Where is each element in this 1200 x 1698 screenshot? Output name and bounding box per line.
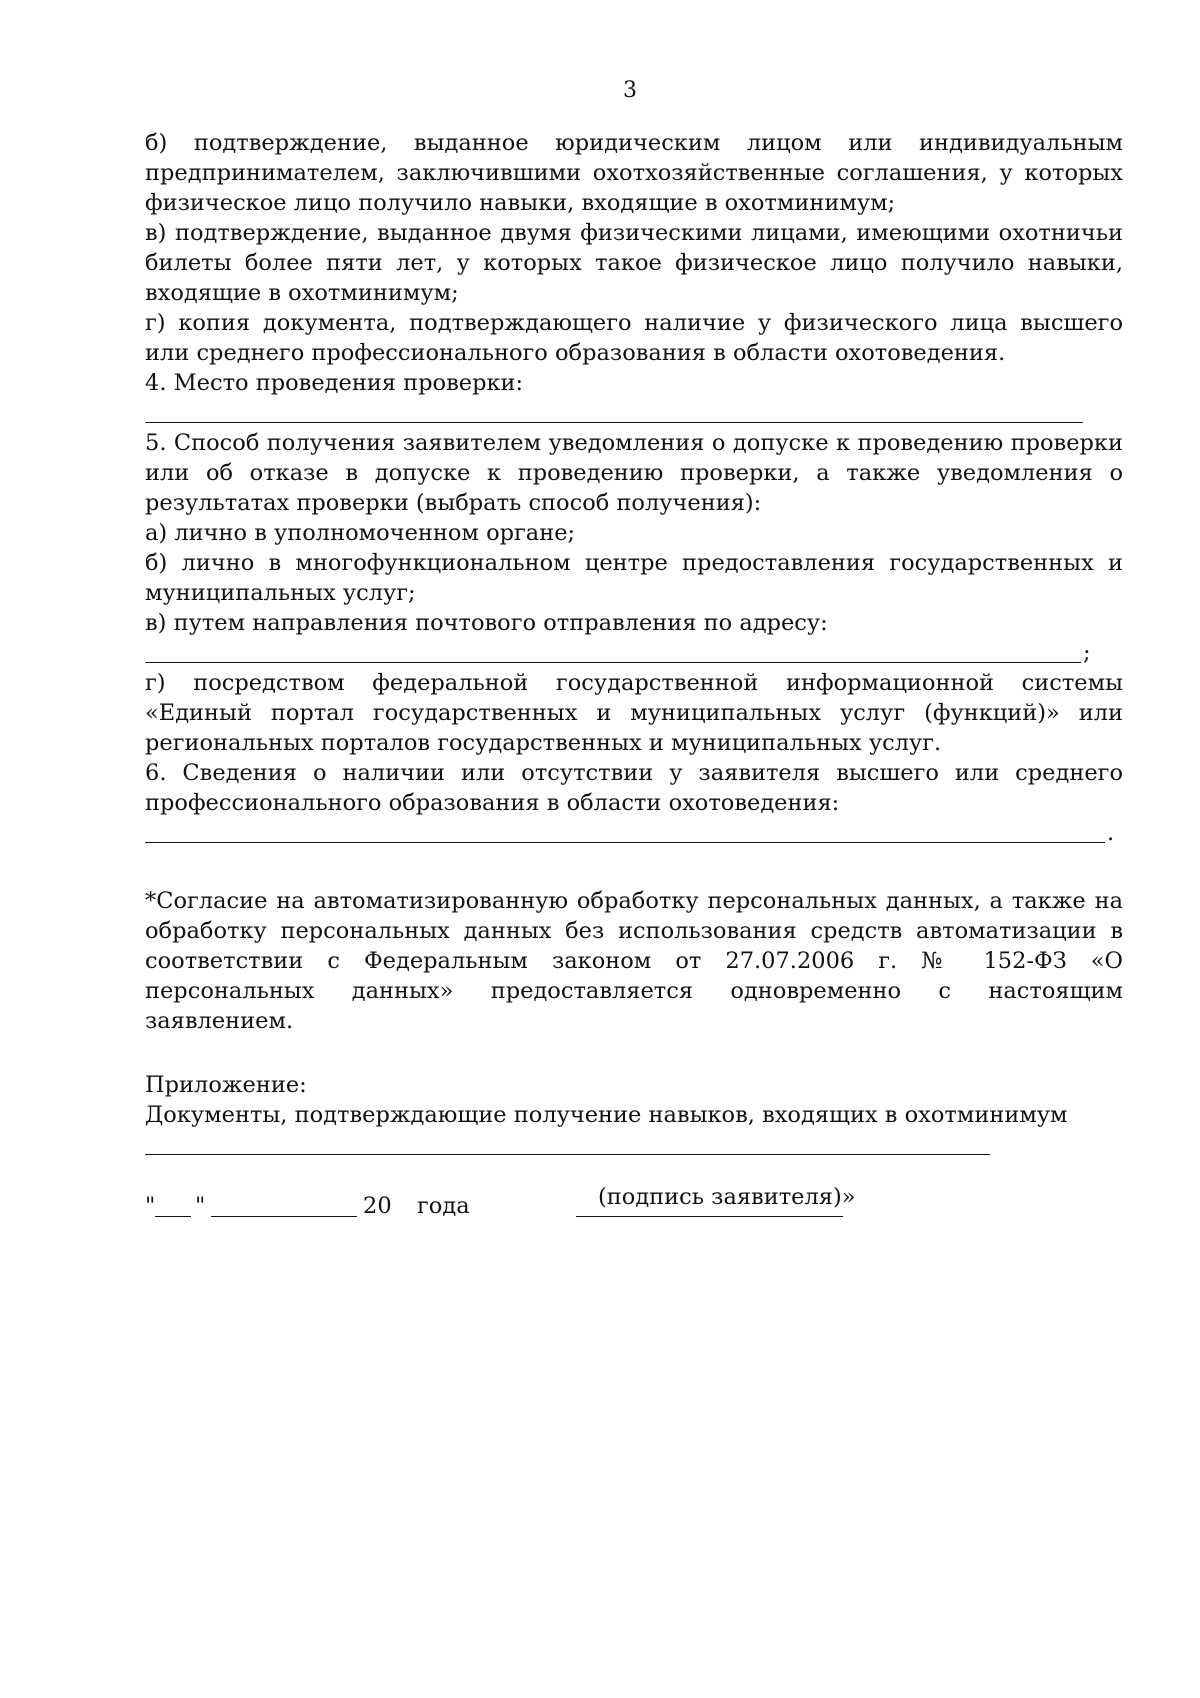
item-g-copy: г) копия документа, подтверждающего наличие у физического лица высшего или среднего профессионального образования в области охотоведения. [145,310,1123,366]
option-g: г) посредством федеральной государственной информационной системы «Единый портал государственных и муниципальных услуг (функций)» или региональных порталов государственных и муниципальных услуг. [145,670,1123,756]
signature-blank [576,1216,843,1217]
year-suffix: года [417,1193,470,1219]
month-blank [211,1216,357,1217]
postal-address-blank-field [145,638,1123,668]
section-6-blank-field [145,818,1123,848]
option-a: а) лично в уполномоченном органе; [145,520,576,546]
section-4-heading: 4. Место проведения проверки: [145,370,524,396]
option-v: в) путем направления почтового отправления по адресу: [145,610,828,636]
appendix-title: Приложение: [145,1072,307,1098]
consent-note: *Согласие на автоматизированную обработку персональных данных, а также на обработку персональных данных без использования средств автоматизации в соответствии с Федеральным законом от 27.07.2006 г. № 152-ФЗ «О персональных данных» предоставляется одновременно с настоящим заявлением. [145,888,1123,1034]
item-v-confirmation: в) подтверждение, выданное двумя физическими лицами, имеющими охотничьи билеты более пяти лет, у которых такое физическое лицо получило навыки, входящие в охотминимум; [145,220,1123,306]
year-prefix: 20 [363,1193,392,1219]
day-quote-open: " [145,1193,156,1219]
address-terminator: ; [1083,640,1091,666]
section-5-heading: 5. Способ получения заявителем уведомления о допуске к проведению проверки или об отказе в допуске к проведению проверки, а также уведомления о результатах проверки (выбрать способ получения): [145,430,1123,516]
appendix-description: Документы, подтверждающие получение навыков, входящих в охотминимум [145,1102,1068,1128]
section-4-blank-field [145,398,1123,428]
item-b-confirmation: б) подтверждение, выданное юридическим лицом или индивидуальным предпринимателем, заключившими охотхозяйственные соглашения, у которых физическое лицо получило навыки, входящие в охотминимум; [145,130,1123,216]
section-6-heading: 6. Сведения о наличии или отсутствии у заявителя высшего или среднего профессионального образования в области охотоведения: [145,760,1123,816]
appendix-blank-field [145,1130,1123,1160]
day-quote-close: " [195,1193,206,1219]
signature-caption: (подпись заявителя)» [598,1184,856,1210]
document-body [145,128,1123,1226]
option-b: б) лично в многофункциональном центре предоставления государственных и муниципальных услуг; [145,550,1123,606]
section-6-terminator: . [1107,820,1115,846]
day-blank [155,1216,191,1217]
page-number: 3 [623,78,637,103]
